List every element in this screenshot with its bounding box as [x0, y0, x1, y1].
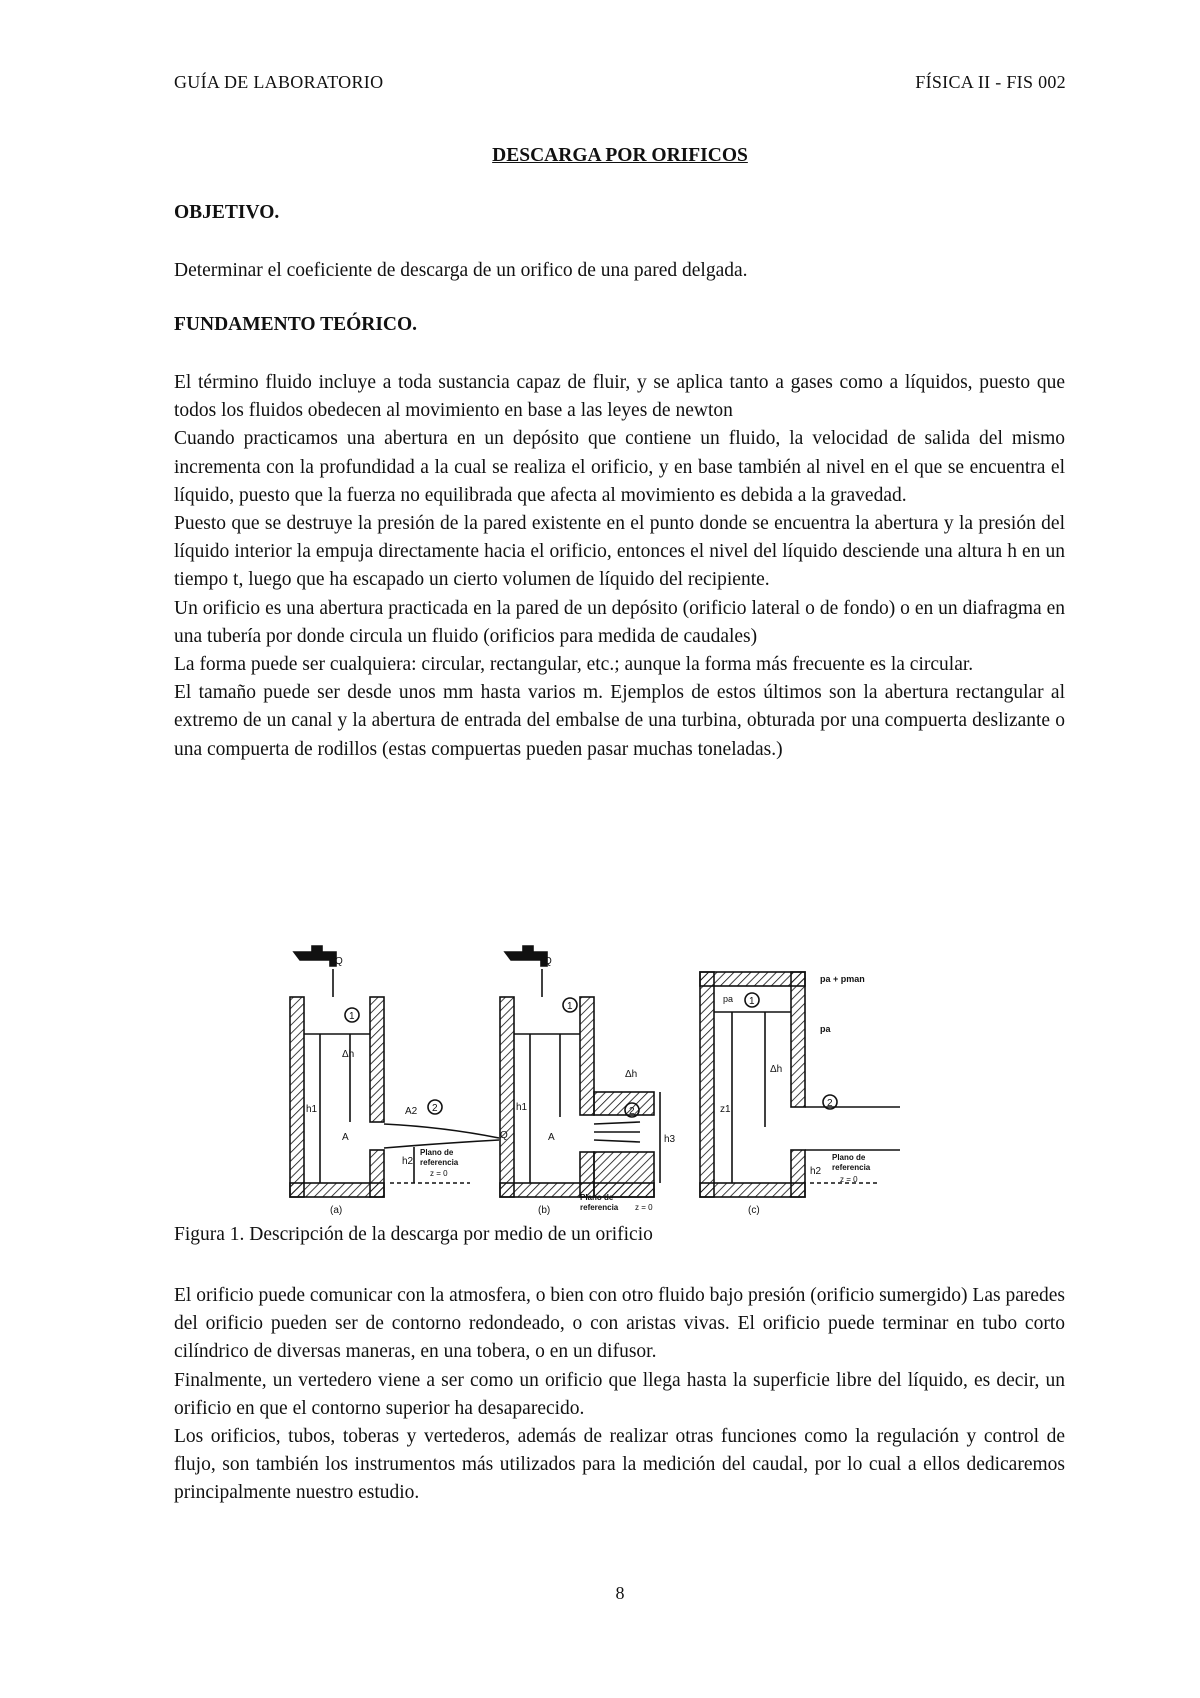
- page-number: 8: [615, 1583, 625, 1603]
- after-body: [174, 1282, 1065, 1508]
- orifice-discharge-figure: [280, 942, 980, 1217]
- header-left: GUÍA DE LABORATORIO: [174, 72, 384, 92]
- svg-text:(b): (b): [538, 1205, 551, 1216]
- svg-text:Plano de: Plano de: [832, 1153, 866, 1162]
- svg-text:(c): (c): [748, 1205, 760, 1216]
- svg-text:h3: h3: [664, 1134, 676, 1145]
- theory-paragraph: Puesto que se destruye la presión de la pared existente en el punto donde se encuentra la abertura y la presión del líquido interior la empuja directamente hacia el orificio, entonces el nivel del líquido desciende una altura h en un tiempo t, luego que ha escapado un cierto volumen de líquido del recipiente.: [174, 513, 1065, 591]
- theory-paragraph: La forma puede ser cualquiera: circular, rectangular, etc.; aunque la forma más frecuente es la circular.: [174, 654, 974, 676]
- svg-text:z = 0: z = 0: [635, 1203, 653, 1212]
- svg-text:z = 0: z = 0: [840, 1175, 858, 1184]
- svg-text:A: A: [548, 1132, 555, 1143]
- svg-text:1: 1: [567, 1001, 573, 1012]
- svg-text:(a): (a): [330, 1205, 343, 1216]
- svg-text:pa: pa: [820, 1024, 831, 1034]
- svg-text:referencia: referencia: [580, 1203, 619, 1212]
- svg-text:h1: h1: [306, 1104, 318, 1115]
- theory-paragraph: Un orificio es una abertura practicada en la pared de un depósito (orificio lateral o de fondo) o en un diafragma en una tubería por donde circula un fluido (orificios para medida de caudales): [174, 597, 1065, 647]
- after-paragraph: El orificio puede comunicar con la atmosfera, o bien con otro fluido bajo presión (orificio sumergido) Las paredes del orificio pueden ser de contorno redondeado, o con aristas vivas. El orificio puede terminar en tubo corto cilíndrico de diversas maneras, en una tobera, o en un difusor.: [174, 1285, 1065, 1363]
- theory-paragraph: El término fluido incluye a toda sustancia capaz de fluir, y se aplica tanto a gases como a líquidos, puesto que todos los fluidos obedecen al movimiento en base a las leyes de newton: [174, 372, 1065, 422]
- svg-text:Δh: Δh: [770, 1064, 783, 1075]
- svg-text:2: 2: [629, 1106, 635, 1117]
- svg-text:Q: Q: [500, 1130, 508, 1141]
- svg-text:Q: Q: [335, 956, 343, 967]
- diagram-a: [290, 946, 499, 1197]
- svg-text:pa + pman: pa + pman: [820, 974, 865, 984]
- svg-text:h2: h2: [402, 1156, 414, 1167]
- objective-text: Determinar el coeficiente de descarga de un orifico de una pared delgada.: [174, 260, 748, 281]
- after-paragraph: Los orificios, tubos, toberas y vertederos, además de realizar otras funciones como la regulación y control de flujo, son también los instrumentos más utilizados para la medición del caudal, por lo cual a ellos dedicaremos principalmente nuestro estudio.: [174, 1426, 1065, 1504]
- svg-text:2: 2: [827, 1098, 833, 1109]
- theory-heading: FUNDAMENTO TEÓRICO.: [174, 314, 418, 335]
- svg-text:A2: A2: [405, 1106, 418, 1117]
- svg-text:z1: z1: [720, 1104, 731, 1115]
- svg-text:pa: pa: [723, 994, 734, 1004]
- svg-text:Plano de: Plano de: [420, 1148, 454, 1157]
- after-paragraph: Finalmente, un vertedero viene a ser como un orificio que llega hasta la superficie libre del líquido, es decir, un orificio en que el contorno superior ha desaparecido.: [174, 1369, 1065, 1419]
- svg-text:Plano de: Plano de: [580, 1193, 614, 1202]
- svg-text:z = 0: z = 0: [430, 1169, 448, 1178]
- theory-paragraph: Cuando practicamos una abertura en un depósito que contiene un fluido, la velocidad de salida del mismo incrementa con la profundidad a la cual se realiza el orificio, y en base también al nivel en el que se encuentra el líquido, puesto que la fuerza no equilibrada que afecta al movimiento es debida a la gravedad.: [174, 428, 1065, 506]
- theory-body: [174, 369, 1065, 764]
- figure-caption: Figura 1. Descripción de la descarga por medio de un orificio: [174, 1224, 653, 1245]
- page-title: DESCARGA POR ORIFICOS: [492, 145, 748, 166]
- svg-text:referencia: referencia: [832, 1163, 871, 1172]
- svg-text:1: 1: [749, 996, 755, 1007]
- svg-text:h1: h1: [516, 1102, 528, 1113]
- svg-text:1: 1: [349, 1011, 355, 1022]
- header-right: FÍSICA II - FIS 002: [915, 72, 1066, 92]
- svg-text:Δh: Δh: [625, 1069, 638, 1080]
- svg-text:A: A: [342, 1132, 349, 1143]
- svg-text:h2: h2: [810, 1166, 822, 1177]
- objective-heading: OBJETIVO.: [174, 202, 280, 223]
- svg-text:Δh: Δh: [342, 1049, 355, 1060]
- svg-text:2: 2: [432, 1103, 438, 1114]
- svg-text:referencia: referencia: [420, 1158, 459, 1167]
- theory-paragraph: El tamaño puede ser desde unos mm hasta varios m. Ejemplos de estos últimos son la abertura rectangular al extremo de un canal y la abertura de entrada del embalse de una turbina, obturada por una compuerta deslizante o una compuerta de rodillos (estas compuertas pueden pasar muchas toneladas.): [174, 682, 1065, 760]
- svg-text:Q: Q: [544, 956, 552, 967]
